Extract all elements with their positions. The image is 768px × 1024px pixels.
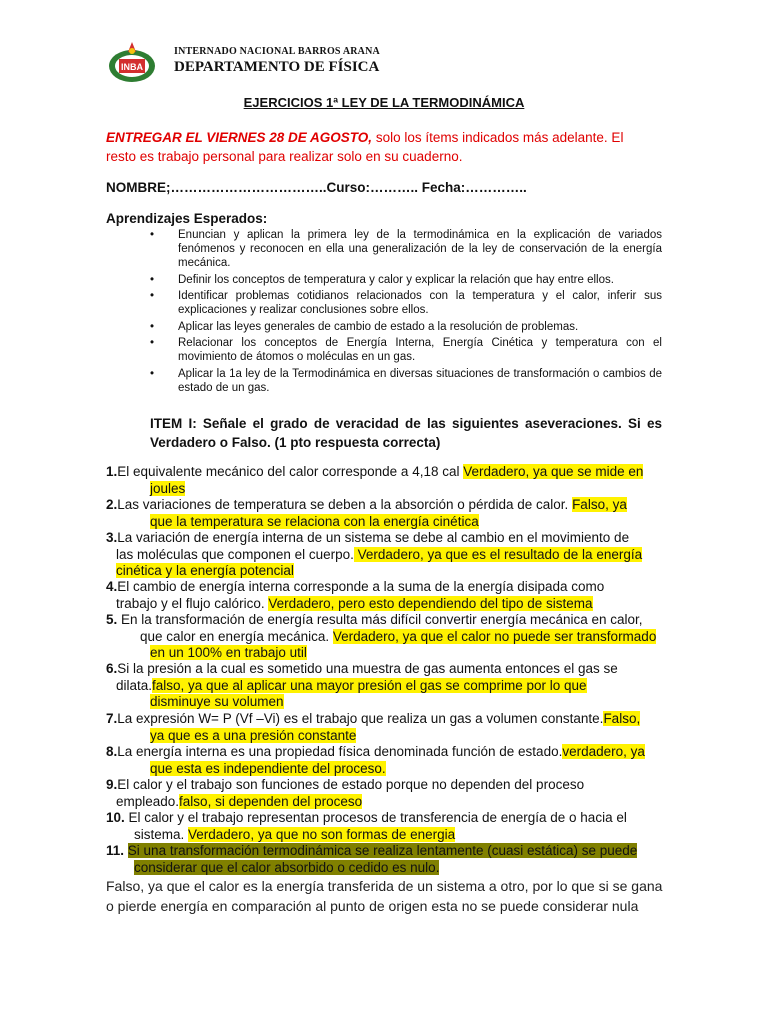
question-5: 5. En la transformación de energía resulta más difícil convertir energía mecánica en calor, que calor en energía mecánica. Verdadero, ya que el calor no puede ser transformado en un 100% en trabajo util	[106, 612, 657, 660]
learning-goal: • Definir los conceptos de temperatura y calor y explicar la relación que hay entre ellos.	[150, 273, 662, 287]
delivery-instructions: ENTREGAR EL VIERNES 28 DE AGOSTO, solo los ítems indicados más adelante. El resto es trabajo personal para realizar solo en su cuaderno.	[106, 130, 624, 164]
institution-name: INTERNADO NACIONAL BARROS ARANA	[174, 46, 380, 57]
question-10: 10. El calor y el trabajo representan procesos de transferencia de energía de o hacia el sistema. Verdadero, ya que no son formas de energia	[106, 810, 627, 842]
question-11: 11. Si una transformación termodinámica se realiza lentamente (cuasi estática) se puede considerar que el calor absorbido o cedido es nulo.	[106, 843, 638, 875]
learning-goal: • Aplicar la 1a ley de la Termodinámica en diversas situaciones de transformación o cambios de estado de un gas.	[150, 367, 662, 395]
question-6: 6.Si la presión a la cual es sometido una muestra de gas aumenta entonces el gas se dilata.falso, ya que al aplicar una mayor presión el gas se comprime por lo que disminuye su volumen	[106, 661, 618, 709]
learning-goal: • Relacionar los conceptos de Energía Interna, Energía Cinética y temperatura con el movimiento de átomos o moléculas en un gas.	[150, 336, 662, 364]
document-title: EJERCICIOS 1ª LEY DE LA TERMODINÁMICA	[243, 95, 525, 110]
delivery-date: ENTREGAR EL VIERNES 28 DE AGOSTO,	[106, 130, 373, 145]
item-i-heading: ITEM I: Señale el grado de veracidad de las siguientes aseveraciones. Si es Verdadero o Falso. (1 pto respuesta correcta)	[150, 416, 662, 450]
answer-11: Falso, ya que el calor es la energía transferida de un sistema a otro, por lo que si se gana o pierde energía en comparación al punto de origen esta no se puede considerar nula	[106, 878, 663, 914]
question-2: 2.Las variaciones de temperatura se deben a la absorción o pérdida de calor. Falso, ya que la temperatura se relaciona con la energía cinética	[106, 497, 627, 529]
svg-text:INBA: INBA	[121, 62, 143, 72]
student-fields: NOMBRE;……………………………..Curso:……….. Fecha:…………..	[106, 180, 527, 195]
question-1: 1.El equivalente mecánico del calor corresponde a 4,18 cal Verdadero, ya que se mide en joules	[106, 464, 644, 496]
inba-logo	[106, 40, 158, 84]
question-9: 9.El calor y el trabajo son funciones de estado porque no dependen del proceso empleado.falso, si dependen del proceso	[106, 777, 585, 809]
learning-heading: Aprendizajes Esperados:	[106, 211, 268, 226]
department-name: DEPARTAMENTO DE FÍSICA	[174, 59, 380, 75]
question-4: 4.El cambio de energía interna corresponde a la suma de la energía disipada como trabajo y el flujo calórico. Verdadero, pero esto dependiendo del tipo de sistema	[106, 579, 605, 611]
learning-goal: • Enuncian y aplican la primera ley de la termodinámica en la explicación de variados fenómenos y reconocen en ella una generalización de la ley de conservación de la energía mecánica.	[150, 228, 662, 270]
learning-goal: • Identificar problemas cotidianos relacionados con la temperatura y el calor, inferir sus explicaciones y realizar conclusiones sobre ellos.	[150, 289, 662, 317]
learning-goal: • Aplicar las leyes generales de cambio de estado a la resolución de problemas.	[150, 320, 662, 334]
question-3: 3.La variación de energía interna de un sistema se debe al cambio en el movimiento de las moléculas que componen el cuerpo. Verdadero, ya que es el resultado de la energía cinética y la energía potencial	[106, 530, 643, 578]
learning-goals-list	[150, 228, 662, 397]
question-8: 8.La energía interna es una propiedad física denominada función de estado.verdadero, ya que esta es independiente del proceso.	[106, 744, 645, 776]
question-7: 7.La expresión W= P (Vf –Vi) es el trabajo que realiza un gas a volumen constante.Falso, ya que es a una presión constante	[106, 711, 641, 743]
